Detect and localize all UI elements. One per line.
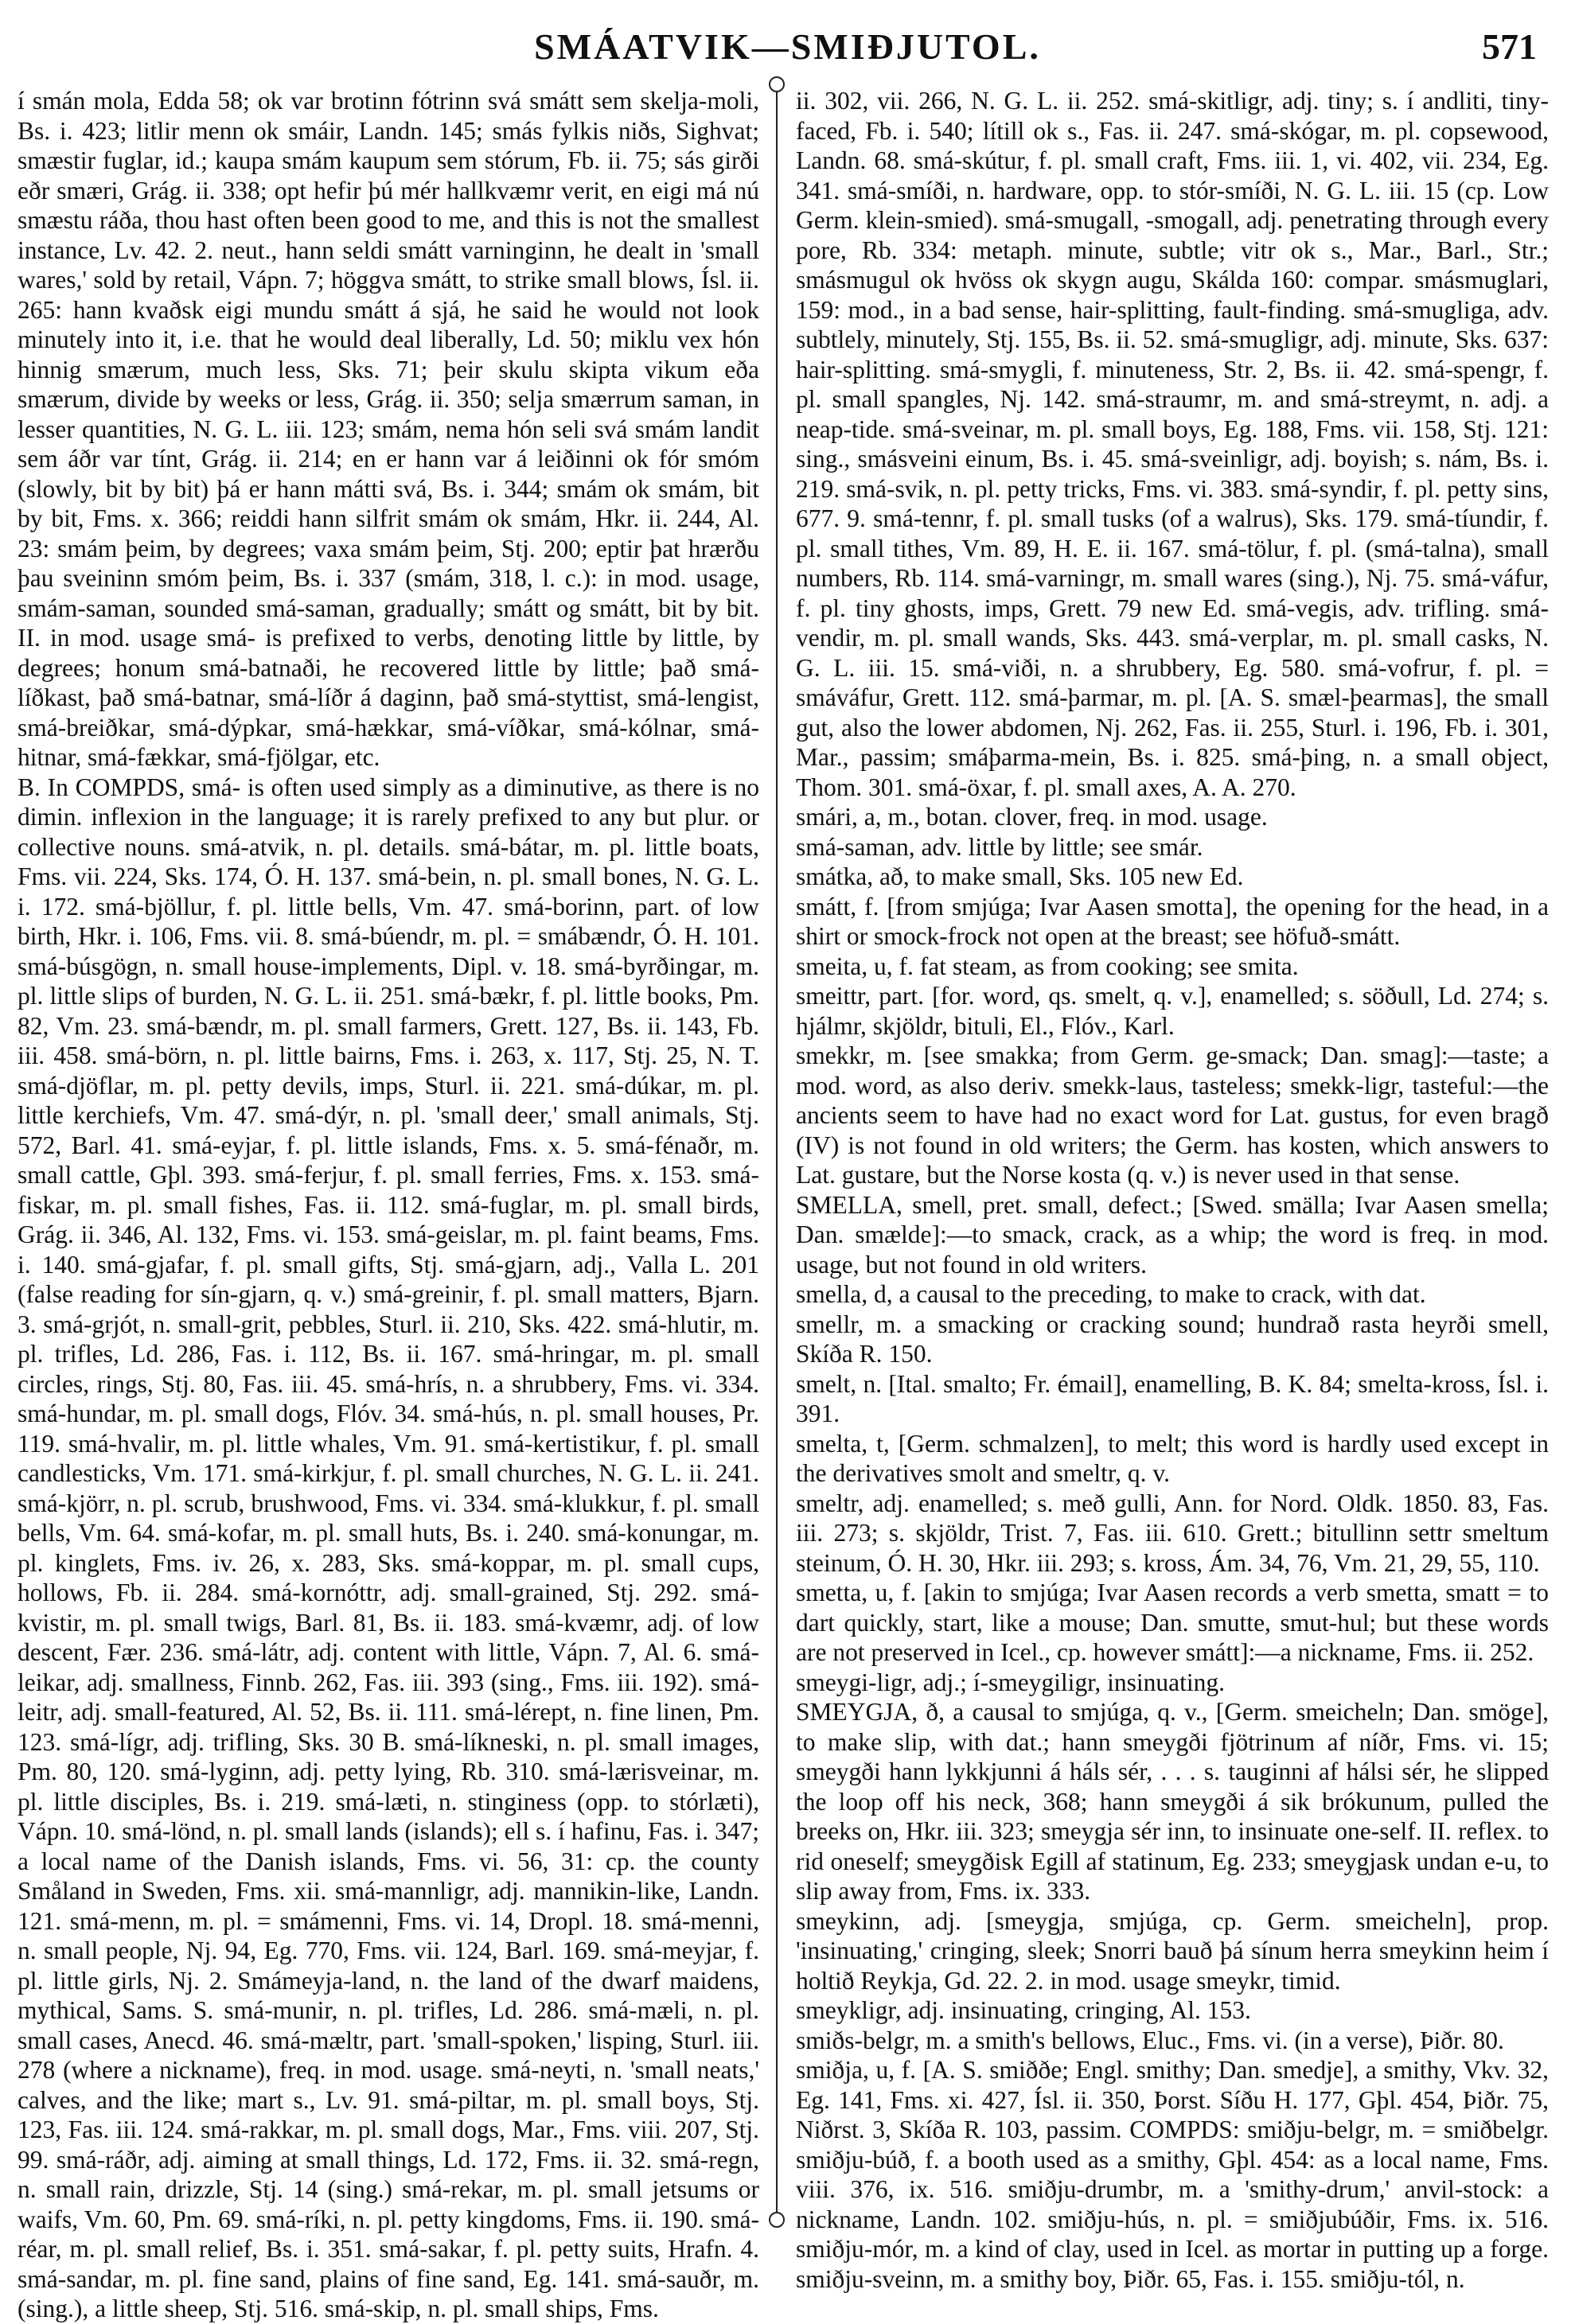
entry-smeygi-ligr: smeygi-ligr, adj.; í-smeygiligr, insinuating. [796,1668,1226,1696]
entry-smeltr: smeltr, adj. enamelled; s. með gulli, Ann. for Nord. Oldk. 1850. 83, Fas. iii. 273; s. skjöldr, Trist. 7, Fas. iii. 610. Grett.; bitullinn settr smeltum steinum, Ó. H. 30, Hkr. iii. 293; s. kross, Ám. 34, 76, Vm. 21, 29, 55, 110. [796,1489,1549,1577]
entry-smelta: smelta, t, [Germ. schmalzen], to melt; this word is hardly used except in the derivatives smolt and smeltr, q. v. [796,1429,1549,1487]
entry-smeykinn: smeykinn, adj. [smeygja, smjúga, cp. Germ. smeicheln], prop. 'insinuating,' cringing, sleek; Snorri bauð þá sínum herra smeykinn heim í holtið Reykja, Gd. 22. 2. in mod. usage smeykr, timid. [796,1906,1549,1995]
divider-ornament-bottom [769,2212,785,2228]
entry-smeykligr: smeykligr, adj. insinuating, cringing, Al. 153. [796,1996,1251,2024]
right-column [796,86,1549,2293]
entry-smatt: smátt, f. [from smjúga; Ivar Aasen smotta], the opening for the head, in a shirt or smock-frock not open at the breast; see höfuð-smátt. [796,892,1549,950]
entry-smekkr: smekkr, m. [see smakka; from Germ. ge-smack; Dan. smag]:—taste; a mod. word, as also deriv. smekk-laus, tasteless; smekk-ligr, tasteful:—the ancients seem to have had no exact word for Lat. gustus, for even bragð (IV) is not found in old writers; the Germ. has kosten, which answers to Lat. gustare, but the Norse kosta (q. v.) is never used in that sense. [796,1041,1549,1189]
page-header-title: SMÁATVIK—SMIÐJUTOL. [534,26,1041,67]
entry-smids-belgr: smiðs-belgr, m. a smith's bellows, Eluc., Fms. vi. (in a verse), Þiðr. 80. [796,2026,1504,2054]
page-number: 571 [1482,26,1537,67]
entry-smeita: smeita, u, f. fat steam, as from cooking; see smita. [796,952,1299,980]
entry-smella-strong: SMELLA, smell, pret. small, defect.; [Swed. smälla; Ivar Aasen smella; Dan. smælde]:—to smack, crack, as a whip; the word is freq. in mod. usage, but not found in old writers. [796,1190,1549,1279]
entry-sma-compounds: B. In COMPDS, smá- is often used simply as a diminutive, as there is no dimin. inflexion in the language; it is rarely prefixed to any but plur. or collective nouns. smá-atvik, n. pl. details. smá-bátar, m. pl. little boats, Fms. vii. 224, Sks. 174, Ó. H. 137. smá-bein, n. pl. small bones, N. G. L. i. 172. smá-bjöllur, f. pl. little bells, Vm. 47. smá-borinn, part. of low birth, Hkr. i. 106, Fms. vii. 8. smá-búendr, m. pl. = smábændr, Ó. H. 101. smá-búsgögn, n. small house-implements, Dipl. v. 18. smá-byrðingar, m. pl. little slips of burden, N. G. L. ii. 251. smá-bækr, f. pl. little books, Pm. 82, Vm. 23. smá-bændr, m. pl. small farmers, Grett. 127, Bs. ii. 143, Fb. iii. 458. smá-börn, n. pl. little bairns, Fms. i. 263, x. 117, Stj. 25, N. T. smá-djöflar, m. pl. petty devils, imps, Sturl. ii. 221. smá-dúkar, m. pl. little kerchiefs, Vm. 47. smá-dýr, n. pl. 'small deer,' small animals, Stj. 572, Barl. 41. smá-eyjar, f. pl. little islands, Fms. x. 5. smá-fénaðr, m. small cattle, Gþl. 393. smá-ferjur, f. pl. small ferries, Fms. x. 153. smá-fiskar, m. pl. small fishes, Fas. ii. 112. smá-fuglar, m. pl. small birds, Grág. ii. 346, Al. 132, Fms. vi. 153. smá-geislar, m. pl. faint beams, Fms. i. 140. smá-gjafar, f. pl. small gifts, Stj. smá-gjarn, adj., Valla L. 201 (false reading for sín-gjarn, q. v.) smá-greinir, f. pl. small matters, Bjarn. 3. smá-grjót, n. small-grit, pebbles, Sturl. ii. 210, Sks. 422. smá-hlutir, m. pl. trifles, Ld. 286, Fas. i. 112, Bs. ii. 167. smá-hringar, m. pl. small circles, rings, Stj. 80, Fas. iii. 45. smá-hrís, n. a shrubbery, Fms. vi. 334. smá-hundar, m. pl. small dogs, Flóv. 34. smá-hús, n. pl. small houses, Pr. 119. smá-hvalir, m. pl. little whales, Vm. 91. smá-kertistikur, f. pl. small candlesticks, Vm. 171. smá-kirkjur, f. pl. small churches, N. G. L. ii. 241. smá-kjörr, n. pl. scrub, brushwood, Fms. vi. 334. smá-klukkur, f. pl. small bells, Vm. 64. smá-kofar, m. pl. small huts, Bs. i. 240. smá-konungar, m. pl. kinglets, Fms. iv. 26, x. 283, Sks. smá-koppar, m. pl. small cups, hollows, Fb. ii. 284. smá-kornóttr, adj. small-grained, Stj. 292. smá-kvistir, m. pl. small twigs, Barl. 81, Bs. ii. 183. smá-kvæmr, adj. of low descent, Fær. 236. smá-látr, adj. content with little, Vápn. 7, Al. 6. smá-leikar, adj. smallness, Finnb. 262, Fas. iii. 393 (sing., Fms. iii. 192). smá-leitr, adj. small-featured, Al. 52, Bs. ii. 111. smá-lérept, n. fine linen, Pm. 123. smá-lígr, adj. trifling, Sks. 30 B. smá-líkneski, n. pl. small images, Pm. 80, 120. smá-lyginn, adj. petty lying, Rb. 310. smá-lærisveinar, m. pl. little disciples, Bs. i. 219. smá-læti, n. stinginess (opp. to stórlæti), Vápn. 10. smá-lönd, n. pl. small lands (islands); ell s. í hafinu, Fas. i. 347; a local name of the Danish islands, Fms. vi. 56, 31: cp. the county Småland in Sweden, Fms. xii. smá-mannligr, adj. mannikin-like, Landn. 121. smá-menn, m. pl. = smámenni, Fms. vi. 14, Dropl. 18. smá-menni, n. small people, Nj. 94, Eg. 770, Fms. vii. 124, Barl. 169. smá-meyjar, f. pl. little girls, Nj. 2. Smámeyja-land, n. the land of the dwarf maidens, mythical, Sams. S. smá-munir, n. pl. trifles, Ld. 286. smá-mæli, n. pl. small cases, Anecd. 46. smá-mæltr, part. 'small-spoken,' lisping, Sturl. iii. 278 (where a nickname), freq. in mod. usage. smá-neyti, n. 'small neats,' calves, and the like; mart s., Lv. 91. smá-piltar, m. pl. small boys, Stj. 123, Fas. iii. 124. smá-rakkar, m. pl. small dogs, Mar., Fms. viii. 207, Stj. 99. smá-ráðr, adj. aiming at small things, Ld. 172, Fms. ii. 32. smá-regn, n. small rain, drizzle, Stj. 14 (sing.) smá-rekar, m. pl. small jetsums or waifs, Vm. 60, Pm. 69. smá-ríki, n. pl. petty kingdoms, Fms. ii. 190. smá-réar, m. pl. small relief, Bs. i. 351. smá-sakar, f. pl. petty suits, Hrafn. 4. smá-sandar, m. pl. fine sand, plains of fine sand, Eg. 141. smá-sauðr, m. (sing.), a little sheep, Stj. 516. smá-skip, n. pl. small ships, Fms. [18,773,759,2322]
entry-sma-compounds-cont: ii. 302, vii. 266, N. G. L. ii. 252. smá-skitligr, adj. tiny; s. í andliti, tiny-faced, Fb. i. 540; lítill ok s., Fas. ii. 247. smá-skógar, m. pl. copsewood, Landn. 68. smá-skútur, f. pl. small craft, Fms. iii. 1, vi. 402, vii. 234, Eg. 341. smá-smíði, n. hardware, opp. to stór-smíði, N. G. L. iii. 15 (cp. Low Germ. klein-smied). smá-smugall, -smogall, adj. penetrating through every pore, Rb. 334: metaph. minute, subtle; vitr ok s., Mar., Barl., Str.; smásmugul ok hvöss ok skygn augu, Skálda 160: compar. smásmuglari, 159: mod., in a bad sense, hair-splitting, fault-finding. smá-smugliga, adv. subtlely, minutely, Stj. 155, Bs. ii. 52. smá-smugligr, adj. minute, Sks. 637: hair-splitting. smá-smygli, f. minuteness, Str. 2, Bs. ii. 42. smá-spengr, f. pl. small spangles, Nj. 142. smá-straumr, m. and smá-streymt, n. adj. a neap-tide. smá-sveinar, m. pl. small boys, Eg. 188, Fms. vii. 158, Stj. 121: sing., smásveini einum, Bs. i. 45. smá-sveinligr, adj. boyish; s. nám, Bs. i. 219. smá-svik, n. pl. petty tricks, Fms. vi. 383. smá-syndir, f. pl. petty sins, 677. 9. smá-tennr, f. pl. small tusks (of a walrus), Sks. 179. smá-tíundir, f. pl. small tithes, Vm. 89, H. E. ii. 167. smá-tölur, f. pl. (smá-talna), small numbers, Rb. 114. smá-varningr, m. small wares (sing.), Nj. 75. smá-váfur, f. pl. tiny ghosts, imps, Grett. 79 new Ed. smá-vegis, adv. trifling. smá-vendir, m. pl. small wands, Sks. 443. smá-verplar, m. pl. small casks, N. G. L. iii. 15. smá-viði, n. a shrubbery, Eg. 580. smá-vofrur, f. pl. = smáváfur, Grett. 112. smá-þarmar, m. pl. [A. S. smæl-þearmas], the small gut, also the lower abdomen, Nj. 262, Fas. ii. 255, Sturl. i. 196, Fb. i. 301, Mar., passim; smáþarma-mein, Bs. i. 825. smá-þing, n. a small object, Thom. 301. smá-öxar, f. pl. small axes, A. A. 270. [796,87,1549,801]
entry-smellr: smellr, m. a smacking or cracking sound; hundrað rasta heyrði smell, Skíða R. 150. [796,1310,1549,1368]
entry-smella-weak: smella, d, a causal to the preceding, to make to crack, with dat. [796,1280,1426,1308]
entry-smetta: smetta, u, f. [akin to smjúga; Ivar Aasen records a verb smetta, smatt = to dart quickly, start, like a mouse; Dan. smutte, smut-hul; but these words are not preserved in Icel., cp. however smátt]:—a nickname, Fms. ii. 252. [796,1579,1549,1666]
entry-smidja: smiðja, u, f. [A. S. smiððe; Engl. smithy; Dan. smedje], a smithy, Vkv. 32, Eg. 141, Fms. xi. 427, Ísl. ii. 350, Þorst. Síðu H. 177, Gþl. 454, Þiðr. 75, Niðrst. 3, Skíða R. 103, passim. COMPDS: smiðju-belgr, m. = smiðbelgr. smiðju-búð, f. a booth used as a smithy, Gþl. 454: as a local name, Fms. viii. 376, ix. 516. smiðju-drumbr, m. a 'smithy-drum,' anvil-stock: a nickname, Landn. 102. smiðju-hús, n. pl. = smiðjubúðir, Fms. ix. 516. smiðju-mór, m. a kind of clay, used in Icel. as mortar in putting up a forge. smiðju-sveinn, m. a smithy boy, Þiðr. 65, Fas. i. 155. smiðju-tól, n. [796,2056,1549,2293]
entry-smatka: smátka, að, to make small, Sks. 105 new Ed. [796,862,1244,890]
entry-smeittr: smeittr, part. [for. word, qs. smelt, q. v.], enamelled; s. söðull, Ld. 274; s. hjálmr, skjöldr, bituli, El., Flóv., Karl. [796,982,1549,1040]
entry-smari: smári, a, m., botan. clover, freq. in mod. usage. [796,803,1268,831]
entry-smeygja: SMEYGJA, ð, a causal to smjúga, q. v., [Germ. smeicheln; Dan. smöge], to make slip, with dat.; hann smeygði fjötrinum af níðr, Fms. vi. 15; smeygði hann lykkjunni á háls sér, . . . s. tauginni af hálsi sér, he slipped the loop off his neck, 368; hann smeygði á sik brókunum, pulled the breeks on, Hkr. iii. 323; smeygja sér inn, to insinuate one-self. II. reflex. to rid oneself; smeygðisk Egill af statinum, Eg. 233; smeygjask undan e-u, to slip away from, Fms. ix. 333. [796,1698,1549,1905]
entry-smelt: smelt, n. [Ital. smalto; Fr. émail], enamelling, B. K. 84; smelta-kross, Ísl. i. 391. [796,1369,1549,1427]
entry-sma-saman: smá-saman, adv. little by little; see smár. [796,832,1203,861]
left-column [18,86,759,2322]
entry-sma-continuation: í smán mola, Edda 58; ok var brotinn fótrinn svá smátt sem skelja-moli, Bs. i. 423; litlir menn ok smáir, Landn. 145; smás fylkis niðs, Sighvat; smæstir fuglar, id.; kaupa smám kaupum sem stórum, Fb. ii. 75; sás girði eðr smæri, Grág. ii. 338; opt hefir þú mér hallkvæmr verit, en eigi má nú smæstu ráða, thou hast often been good to me, and this is not the smallest instance, Lv. 42. 2. neut., hann seldi smátt varninginn, he dealt in 'small wares,' sold by retail, Vápn. 7; höggva smátt, to strike small blows, Ísl. ii. 265: hann kvaðsk eigi mundu smátt á sjá, he said he would not look minutely into it, i.e. that he would deal liberally, Ld. 50; miklu vex hón hinnig smærum, much less, Sks. 71; þeir skulu skipta vikum eða smærum, divide by weeks or less, Grág. ii. 350; selja smærrum saman, in lesser quantities, N. G. L. iii. 123; smám, nema hón seli svá smám landit sem áðr var tínt, Grág. ii. 214; en er hann var á leiðinni ok fór smóm (slowly, bit by bit) þá er hann mátti svá, Bs. i. 344; smám ok smám, bit by bit, Fms. x. 366; reiddi hann silfrit smám ok smám, Hkr. ii. 244, Al. 23: smám þeim, by degrees; vaxa smám þeim, Stj. 200; eptir þat hrærðu þau sveininn smóm þeim, Bs. i. 337 (smám, 318, l. c.): in mod. usage, smám-saman, sounded smá-saman, gradually; smátt og smátt, bit by bit. II. in mod. usage smá- is prefixed to verbs, denoting little by little, by degrees; honum smá-batnaði, he recovered little by little; það smá-líðkast, það smá-batnar, smá-líðr á daginn, það smá-styttist, smá-lengist, smá-breiðkar, smá-dýpkar, smá-hækkar, smá-víðkar, smá-kólnar, smá-hitnar, smá-fækkar, smá-fjölgar, etc. [18,87,759,771]
column-divider [776,84,778,2224]
divider-ornament-top [769,76,785,92]
